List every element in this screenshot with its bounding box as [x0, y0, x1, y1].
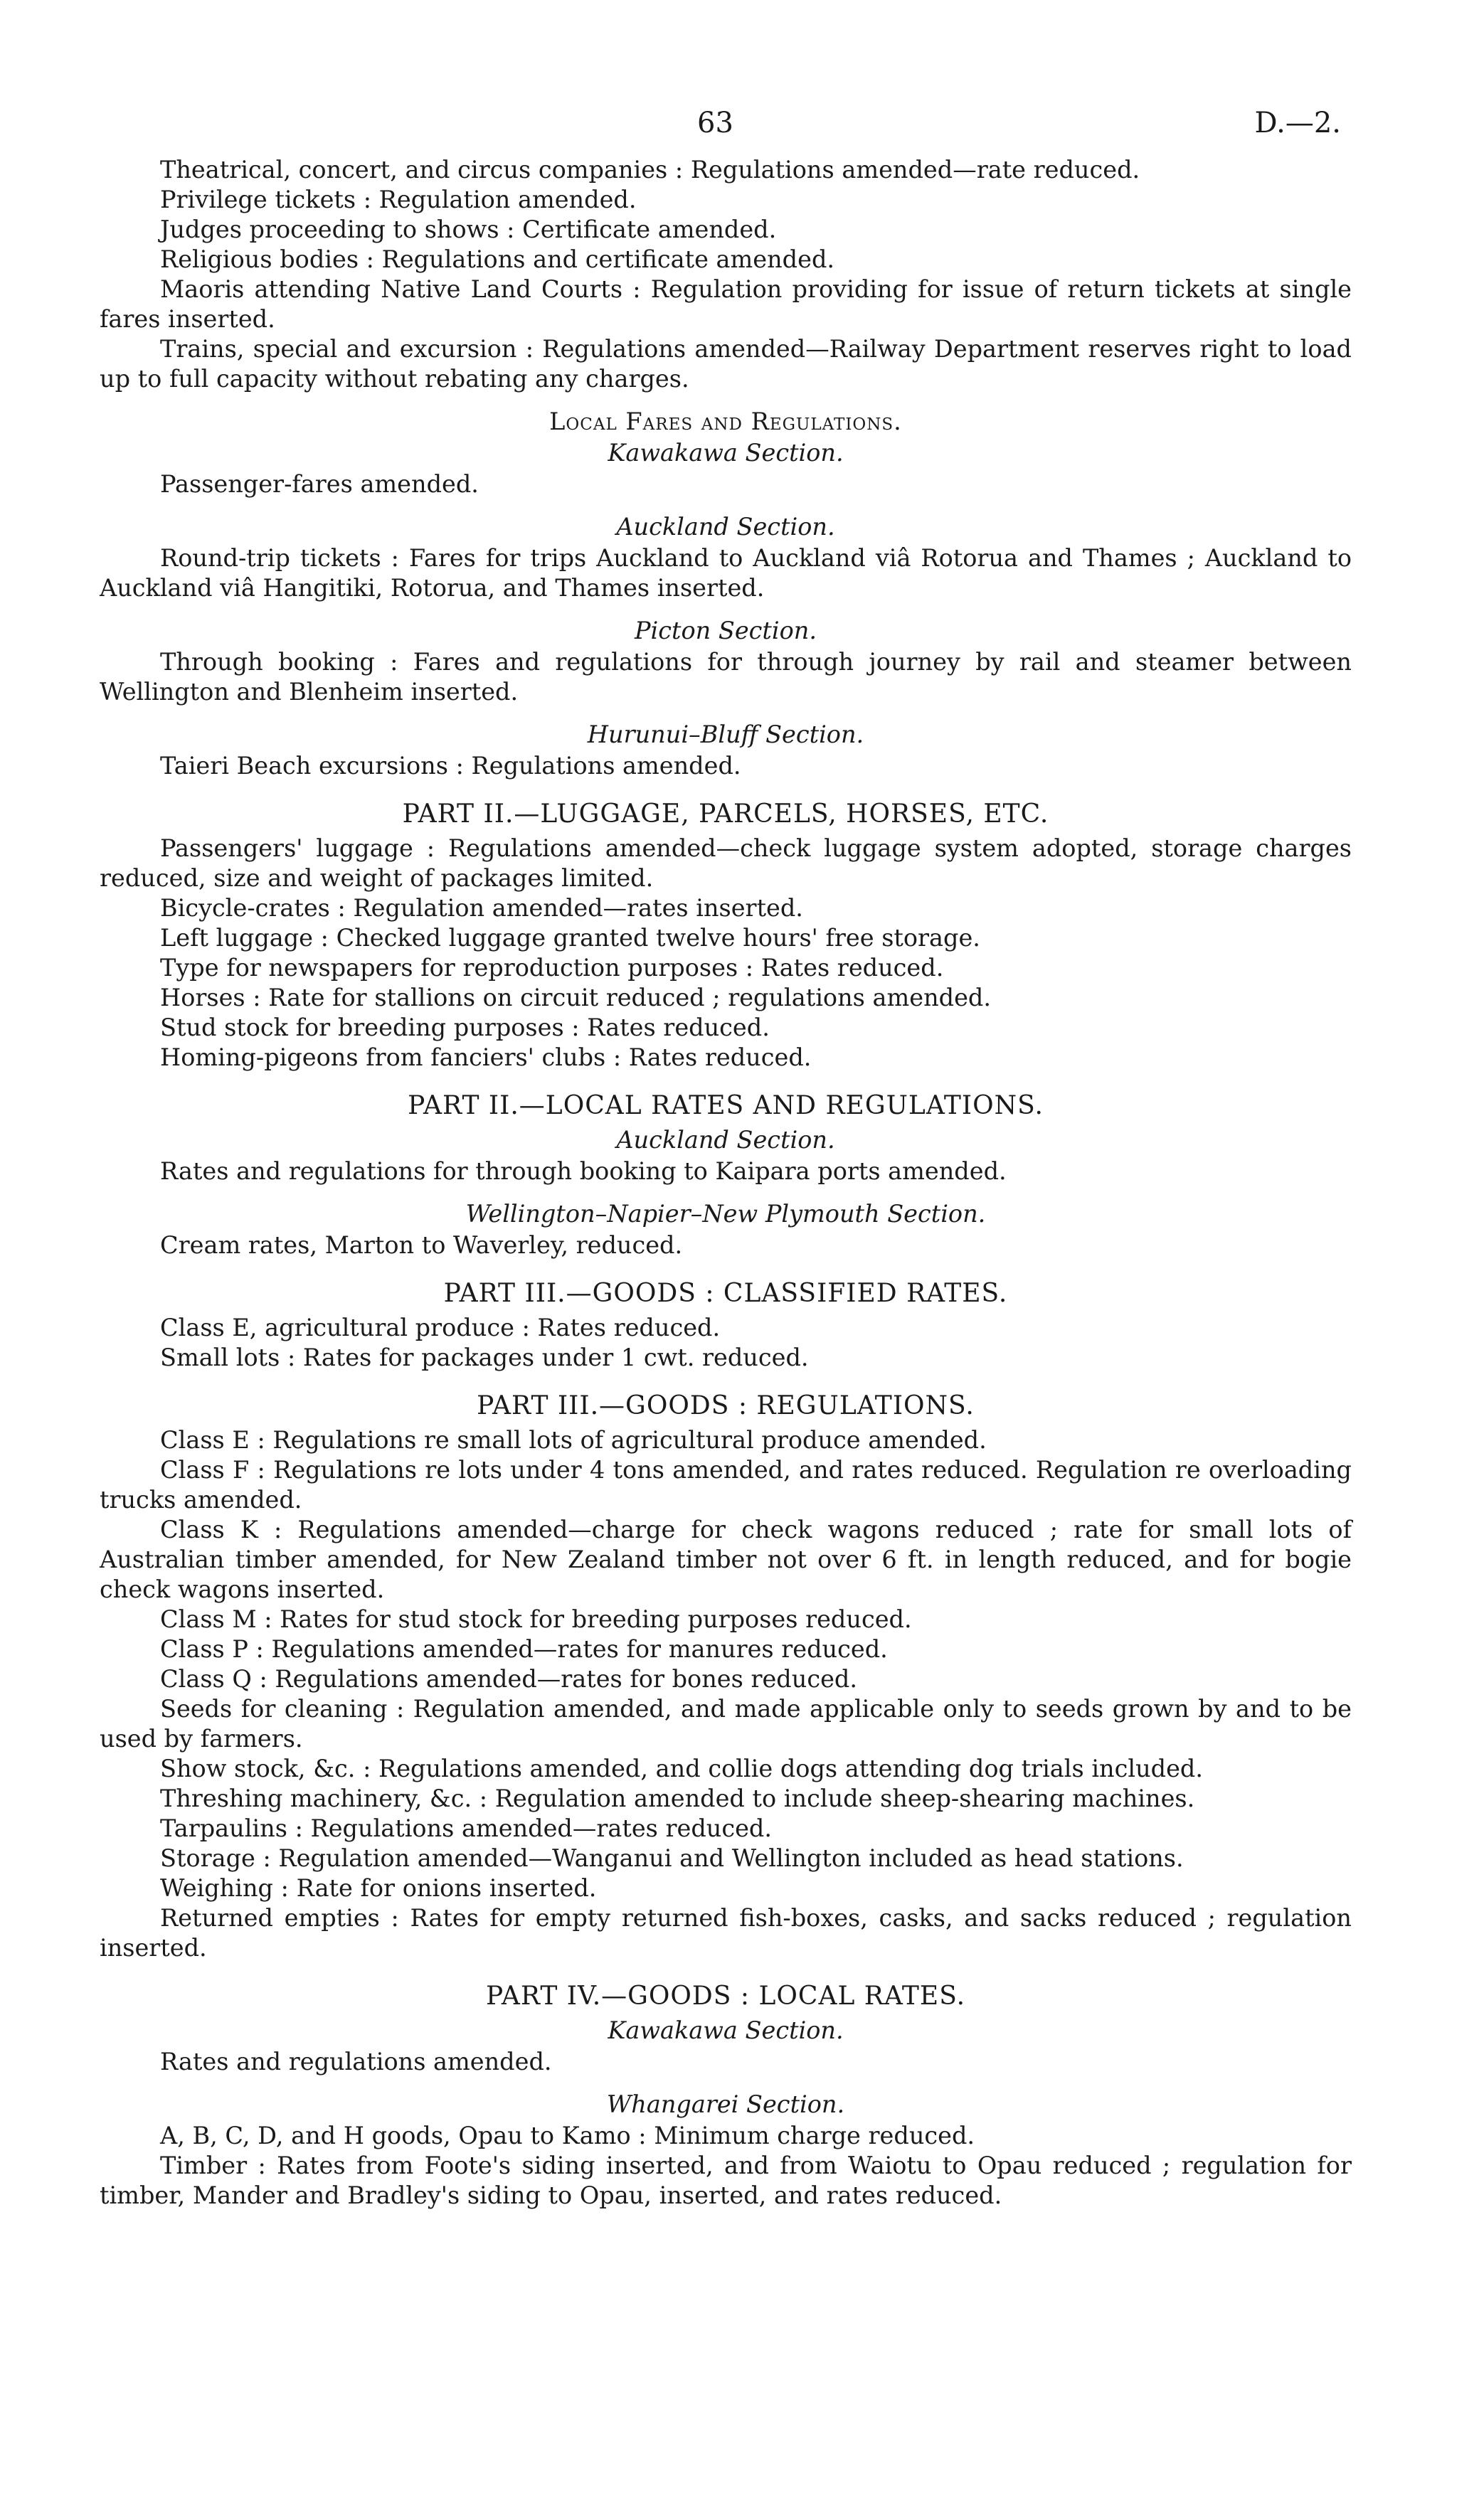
paragraph: Bicycle-crates : Regulation amended—rates inserted.: [160, 894, 803, 922]
paragraph: Homing-pigeons from fanciers' clubs : Rates reduced.: [160, 1043, 812, 1071]
paragraph: Class Q : Regulations amended—rates for bones reduced.: [160, 1665, 858, 1693]
paragraph: Class K : Regulations amended—charge for check wagons reduced ; rate for small lots of Australian timber amended, for New Zealand timber not over 6 ft. in length reduced, and for bogie check wagons inserted.: [100, 1516, 1352, 1603]
paragraph: Storage : Regulation amended—Wanganui and Wellington included as head stations.: [160, 1844, 1184, 1872]
paragraph: Returned empties : Rates for empty returned fish-boxes, casks, and sacks reduced ; regulation inserted.: [100, 1904, 1352, 1962]
paragraph: Passenger-fares amended.: [160, 470, 479, 498]
document-body: [100, 155, 1352, 2211]
series-reference: D.—2.: [1254, 107, 1341, 139]
paragraph: Timber : Rates from Foote's siding inserted, and from Waiotu to Opau reduced ; regulation for timber, Mander and Bradley's siding to Opau, inserted, and rates reduced.: [100, 2152, 1352, 2209]
page-number: 63: [697, 107, 733, 139]
kawakawa-section-heading: Kawakawa Section.: [608, 2016, 844, 2044]
paragraph: Class E, agricultural produce : Rates reduced.: [160, 1314, 721, 1341]
part-iv-local-rates-heading: PART IV.—GOODS : LOCAL RATES.: [485, 1982, 966, 2011]
part-ii-luggage-heading: PART II.—LUGGAGE, PARCELS, HORSES, ETC.: [402, 799, 1049, 829]
paragraph: Privilege tickets : Regulation amended.: [160, 186, 637, 213]
paragraph: Maoris attending Native Land Courts : Regulation providing for issue of return tickets at single fares inserted.: [100, 275, 1352, 333]
paragraph: Seeds for cleaning : Regulation amended, and made applicable only to seeds grown by and to be used by farmers.: [100, 1695, 1352, 1753]
part-iii-classified-heading: PART III.—GOODS : CLASSIFIED RATES.: [443, 1279, 1008, 1308]
paragraph: Class P : Regulations amended—rates for manures reduced.: [160, 1635, 888, 1663]
paragraph: Through booking : Fares and regulations for through journey by rail and steamer between Wellington and Blenheim inserted.: [100, 648, 1352, 706]
paragraph: A, B, C, D, and H goods, Opau to Kamo : Minimum charge reduced.: [160, 2122, 975, 2149]
page-header: [100, 100, 1352, 155]
paragraph: Horses : Rate for stallions on circuit reduced ; regulations amended.: [160, 984, 992, 1011]
paragraph: Trains, special and excursion : Regulations amended—Railway Department reserves right to load up to full capacity without rebating any charges.: [100, 335, 1352, 393]
paragraph: Theatrical, concert, and circus companies : Regulations amended—rate reduced.: [160, 156, 1140, 184]
paragraph: Round-trip tickets : Fares for trips Auckland to Auckland viâ Rotorua and Thames ; Auckland to Auckland viâ Hangitiki, Rotorua, and Thames inserted.: [100, 544, 1352, 602]
paragraph: Class E : Regulations re small lots of agricultural produce amended.: [160, 1426, 987, 1454]
paragraph: Type for newspapers for reproduction purposes : Rates reduced.: [160, 954, 944, 982]
part-ii-local-rates-heading: PART II.—LOCAL RATES AND REGULATIONS.: [408, 1091, 1044, 1120]
paragraph: Threshing machinery, &c. : Regulation amended to include sheep-shearing machines.: [160, 1785, 1195, 1812]
wellington-section-heading: Wellington–Napier–New Plymouth Section.: [465, 1200, 986, 1228]
auckland-section-heading: Auckland Section.: [616, 1126, 835, 1154]
paragraph: Weighing : Rate for onions inserted.: [160, 1874, 597, 1902]
paragraph: Show stock, &c. : Regulations amended, and collie dogs attending dog trials included.: [160, 1755, 1204, 1782]
whangarei-section-heading: Whangarei Section.: [606, 2090, 845, 2118]
paragraph: Rates and regulations amended.: [160, 2048, 552, 2075]
paragraph: Cream rates, Marton to Waverley, reduced.: [160, 1231, 683, 1259]
paragraph: Tarpaulins : Regulations amended—rates reduced.: [160, 1814, 773, 1842]
paragraph: Rates and regulations for through booking to Kaipara ports amended.: [160, 1157, 1007, 1185]
paragraph: Class F : Regulations re lots under 4 tons amended, and rates reduced. Regulation re overloading trucks amended.: [100, 1456, 1352, 1514]
kawakawa-section-heading: Kawakawa Section.: [608, 439, 844, 467]
paragraph: Small lots : Rates for packages under 1 cwt. reduced.: [160, 1344, 809, 1371]
picton-section-heading: Picton Section.: [635, 617, 817, 644]
paragraph: Class M : Rates for stud stock for breeding purposes reduced.: [160, 1605, 912, 1633]
document-page: [100, 100, 1352, 2211]
paragraph: Religious bodies : Regulations and certificate amended.: [160, 245, 835, 273]
paragraph: Judges proceeding to shows : Certificate amended.: [160, 216, 777, 243]
paragraph: Left luggage : Checked luggage granted twelve hours' free storage.: [160, 924, 980, 952]
auckland-section-heading: Auckland Section.: [616, 513, 835, 541]
paragraph: Taieri Beach excursions : Regulations amended.: [160, 752, 741, 780]
hurunui-bluff-section-heading: Hurunui–Bluff Section.: [587, 721, 864, 748]
paragraph: Passengers' luggage : Regulations amended—check luggage system adopted, storage charges reduced, size and weight of packages limited.: [100, 834, 1352, 892]
paragraph: Stud stock for breeding purposes : Rates reduced.: [160, 1014, 770, 1041]
part-iii-regulations-heading: PART III.—GOODS : REGULATIONS.: [477, 1391, 975, 1420]
local-fares-heading: Local Fares and Regulations.: [549, 408, 902, 435]
